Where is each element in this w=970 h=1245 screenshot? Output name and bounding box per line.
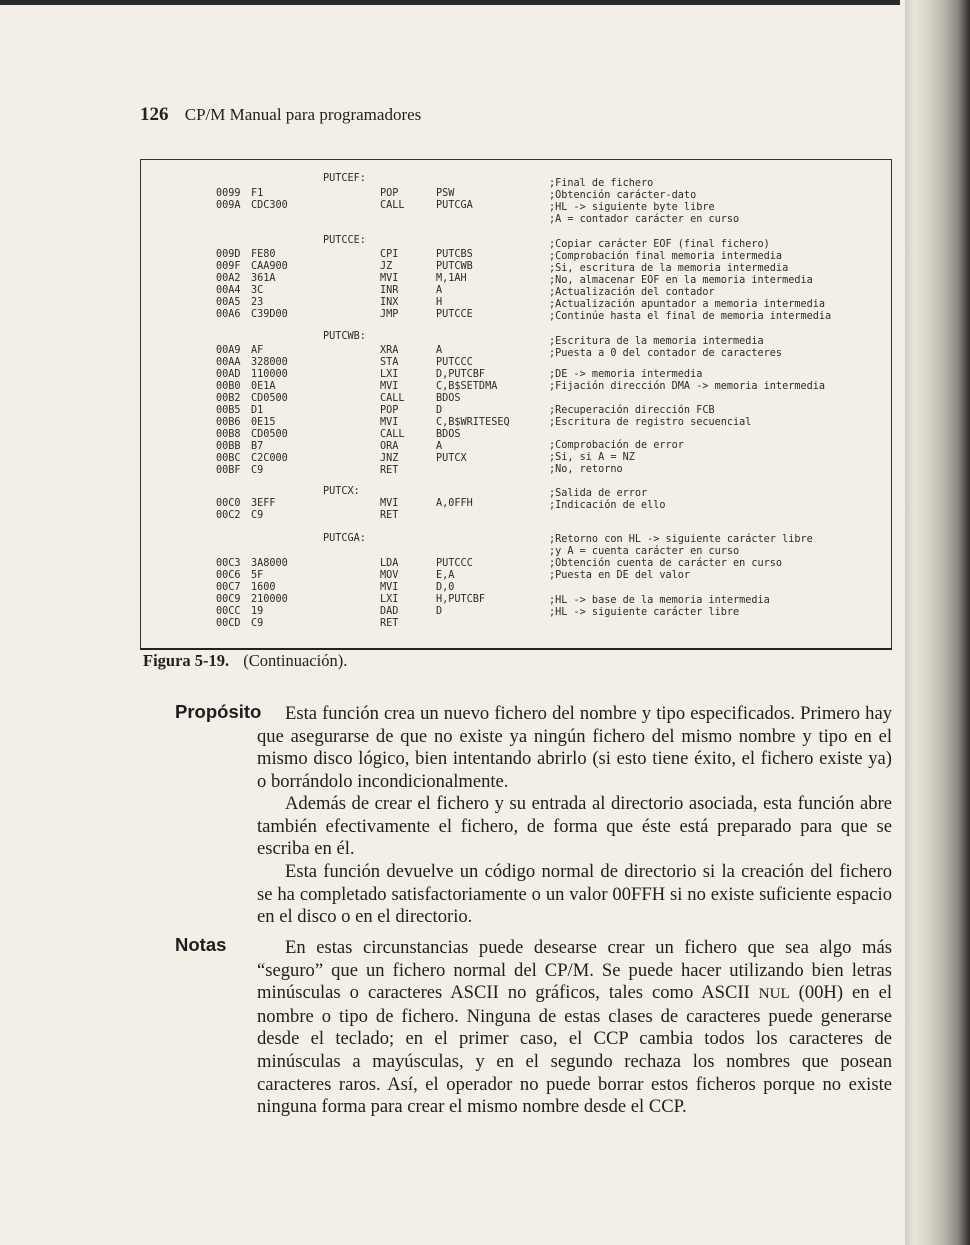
code-address: 00CC	[216, 606, 241, 617]
page-number: 126	[140, 104, 169, 125]
code-operand: BDOS	[436, 429, 461, 440]
code-hex: C39D00	[251, 309, 288, 320]
code-label: PUTCGA:	[323, 533, 366, 544]
code-operand: M,1AH	[436, 273, 467, 284]
code-address: 00C7	[216, 582, 241, 593]
assembly-listing-figure	[140, 159, 892, 650]
code-hex: 3C	[251, 285, 264, 296]
code-address: 00B5	[216, 405, 241, 416]
code-opcode: JZ	[380, 261, 393, 272]
code-comment: ;Comprobación final memoria intermedia	[549, 251, 783, 262]
code-opcode: STA	[380, 357, 399, 368]
code-hex: CAA900	[251, 261, 288, 272]
code-opcode: LDA	[380, 558, 399, 569]
code-opcode: POP	[380, 188, 399, 199]
code-hex: 0E1A	[251, 381, 276, 392]
proposito-paragraph-3	[257, 861, 892, 929]
code-comment: ;Actualización apuntador a memoria intermedia	[549, 299, 826, 310]
code-address: 00C0	[216, 498, 241, 509]
code-comment: ;Actualización del contador	[549, 287, 715, 298]
code-operand: H	[436, 297, 443, 308]
code-label: PUTCCE:	[323, 235, 366, 246]
code-label: PUTCX:	[323, 486, 360, 497]
code-address: 00CD	[216, 618, 241, 629]
code-address: 00B6	[216, 417, 241, 428]
code-opcode: POP	[380, 405, 399, 416]
code-address: 00A9	[216, 345, 241, 356]
code-operand: PUTCCC	[436, 357, 473, 368]
code-comment: ;HL -> siguiente carácter libre	[549, 607, 740, 618]
page-header	[140, 104, 421, 126]
running-title: CP/M Manual para programadores	[184, 105, 422, 124]
code-opcode: RET	[380, 465, 399, 476]
code-label: PUTCEF:	[323, 173, 366, 184]
code-hex: 361A	[251, 273, 276, 284]
code-opcode: XRA	[380, 345, 399, 356]
code-operand: D	[436, 405, 443, 416]
heading-proposito: Propósito	[175, 701, 262, 722]
code-hex: 210000	[251, 594, 288, 605]
code-comment: ;DE -> memoria intermedia	[549, 369, 703, 380]
code-comment: ;No, retorno	[549, 464, 623, 475]
code-comment: ;Obtención cuenta de carácter en curso	[549, 558, 783, 569]
code-comment: ;Obtención carácter-dato	[549, 190, 697, 201]
code-address: 00C3	[216, 558, 241, 569]
code-address: 00B2	[216, 393, 241, 404]
code-operand: A	[436, 441, 443, 452]
code-comment: ;Recuperación dirección FCB	[549, 405, 715, 416]
code-address: 009A	[216, 200, 241, 211]
proposito-p3-text: Esta función devuelve un código normal de directorio si la creación del fichero se ha completado satisfactoriamente o un valor 00FFH si no existe suficiente espacio en el disco o en el directorio.	[257, 861, 892, 928]
code-hex: 1600	[251, 582, 276, 593]
notas-paragraph	[257, 937, 892, 1119]
code-opcode: ORA	[380, 441, 399, 452]
figure-label: Figura 5-19.	[143, 651, 230, 670]
code-label: PUTCWB:	[323, 331, 366, 342]
code-comment: ;Indicación de ello	[549, 500, 666, 511]
notas-text-2: (00H) en el nombre o tipo de fichero. Ninguna de estas clases de caracteres puede generarse desde el teclado; en el primer caso, el CCP cambia todos los caracteres de minúsculas a mayúsculas, y en el segundo rechaza los nombres que posean caracteres raros. Así, el operador no puede borrar estos ficheros porque no existe ninguna forma para crear el mismo nombre desde el CCP.	[257, 982, 892, 1118]
code-comment: ;Comprobación de error	[549, 440, 684, 451]
notas-nul: NUL	[758, 986, 790, 1003]
code-opcode: INX	[380, 297, 399, 308]
code-opcode: MVI	[380, 417, 399, 428]
code-opcode: RET	[380, 618, 399, 629]
code-operand: E,A	[436, 570, 455, 581]
code-comment: ;HL -> siguiente byte libre	[549, 202, 715, 213]
code-address: 00AA	[216, 357, 241, 368]
code-hex: 110000	[251, 369, 288, 380]
code-hex: 3EFF	[251, 498, 276, 509]
code-comment: ;HL -> base de la memoria intermedia	[549, 595, 770, 606]
code-operand: BDOS	[436, 393, 461, 404]
code-address: 00A5	[216, 297, 241, 308]
proposito-paragraph-1	[257, 703, 892, 793]
code-hex: 328000	[251, 357, 288, 368]
code-operand: PUTCBS	[436, 249, 473, 260]
code-opcode: JNZ	[380, 453, 399, 464]
code-opcode: LXI	[380, 594, 399, 605]
code-opcode: DAD	[380, 606, 399, 617]
proposito-p1-text: Esta función crea un nuevo fichero del nombre y tipo especificados. Primero hay que asegurarse de que no existe ya ningún fichero del mismo nombre y tipo en el mismo disco lógico, bien intentando abrirlo (si esto tiene éxito, el fichero existe ya) o borrándolo incondicionalmente.	[257, 703, 892, 792]
code-operand: PSW	[436, 188, 455, 199]
code-comment: ;Escritura de la memoria intermedia	[549, 336, 764, 347]
code-address: 00C6	[216, 570, 241, 581]
code-hex: 5F	[251, 570, 264, 581]
code-operand: C,B$WRITESEQ	[436, 417, 510, 428]
code-operand: PUTCCC	[436, 558, 473, 569]
code-opcode: CPI	[380, 249, 399, 260]
code-opcode: CALL	[380, 393, 405, 404]
code-opcode: CALL	[380, 429, 405, 440]
page-top-border	[0, 0, 900, 5]
code-hex: CD0500	[251, 393, 288, 404]
code-opcode: MOV	[380, 570, 399, 581]
code-opcode: MVI	[380, 582, 399, 593]
code-operand: PUTCGA	[436, 200, 473, 211]
code-hex: C9	[251, 618, 264, 629]
code-comment: ;Fijación dirección DMA -> memoria intermedia	[549, 381, 826, 392]
code-address: 00B8	[216, 429, 241, 440]
code-comment: ;y A = cuenta carácter en curso	[549, 546, 740, 557]
code-comment: ;No, almacenar EOF en la memoria intermedia	[549, 275, 813, 286]
code-hex: CD0500	[251, 429, 288, 440]
code-comment: ;Escritura de registro secuencial	[549, 417, 752, 428]
code-address: 0099	[216, 188, 241, 199]
code-comment: ;Copiar carácter EOF (final fichero)	[549, 239, 770, 250]
book-spine-shadow	[905, 0, 970, 1245]
code-operand: A	[436, 345, 443, 356]
code-address: 00C2	[216, 510, 241, 521]
code-comment: ;Final de fichero	[549, 178, 654, 189]
code-opcode: LXI	[380, 369, 399, 380]
code-address: 00A2	[216, 273, 241, 284]
code-address: 00B0	[216, 381, 241, 392]
code-hex: 19	[251, 606, 264, 617]
code-opcode: JMP	[380, 309, 399, 320]
code-hex: FE80	[251, 249, 276, 260]
code-address: 00C9	[216, 594, 241, 605]
notas-text-1: En estas circunstancias puede desearse crear un fichero que sea algo más “seguro” que un fichero normal del CP/M. Se puede hacer utilizando bien letras minúsculas o caracteres ASCII no gráficos, tales como ASCII	[257, 937, 892, 1004]
code-address: 00A6	[216, 309, 241, 320]
heading-notas: Notas	[175, 934, 227, 955]
code-operand: D,PUTCBF	[436, 369, 486, 380]
code-hex: 23	[251, 297, 264, 308]
code-opcode: MVI	[380, 498, 399, 509]
code-operand: D	[436, 606, 443, 617]
code-operand: A,0FFH	[436, 498, 473, 509]
code-comment: ;A = contador carácter en curso	[549, 214, 740, 225]
code-hex: C2C000	[251, 453, 288, 464]
code-address: 009F	[216, 261, 241, 272]
code-hex: F1	[251, 188, 264, 199]
code-address: 00BC	[216, 453, 241, 464]
code-operand: D,0	[436, 582, 455, 593]
code-comment: ;Continúe hasta el final de memoria intermedia	[549, 311, 832, 322]
code-operand: PUTCCE	[436, 309, 473, 320]
code-hex: CDC300	[251, 200, 288, 211]
code-comment: ;Puesta a 0 del contador de caracteres	[549, 348, 783, 359]
code-address: 00A4	[216, 285, 241, 296]
code-address: 00BF	[216, 465, 241, 476]
code-operand: PUTCX	[436, 453, 467, 464]
code-hex: C9	[251, 510, 264, 521]
code-operand: H,PUTCBF	[436, 594, 486, 605]
code-hex: 0E15	[251, 417, 276, 428]
code-comment: ;Si, si A = NZ	[549, 452, 635, 463]
proposito-paragraph-2	[257, 793, 892, 861]
code-hex: AF	[251, 345, 264, 356]
code-comment: ;Si, escritura de la memoria intermedia	[549, 263, 789, 274]
code-address: 00BB	[216, 441, 241, 452]
proposito-p2-text: Además de crear el fichero y su entrada al directorio asociada, esta función abre también efectivamente el fichero, de forma que éste está preparado para que se escriba en él.	[257, 793, 892, 860]
code-operand: C,B$SETDMA	[436, 381, 498, 392]
code-hex: C9	[251, 465, 264, 476]
code-comment: ;Retorno con HL -> siguiente carácter libre	[549, 534, 813, 545]
code-opcode: MVI	[380, 273, 399, 284]
code-comment: ;Salida de error	[549, 488, 648, 499]
code-operand: A	[436, 285, 443, 296]
code-comment: ;Puesta en DE del valor	[549, 570, 691, 581]
code-address: 00AD	[216, 369, 241, 380]
code-opcode: CALL	[380, 200, 405, 211]
figure-caption-text: (Continuación).	[243, 651, 348, 670]
code-address: 009D	[216, 249, 241, 260]
code-hex: D1	[251, 405, 264, 416]
code-hex: B7	[251, 441, 264, 452]
code-opcode: RET	[380, 510, 399, 521]
code-operand: PUTCWB	[436, 261, 473, 272]
code-opcode: MVI	[380, 381, 399, 392]
code-hex: 3A8000	[251, 558, 288, 569]
code-opcode: INR	[380, 285, 399, 296]
figure-caption	[143, 651, 347, 671]
